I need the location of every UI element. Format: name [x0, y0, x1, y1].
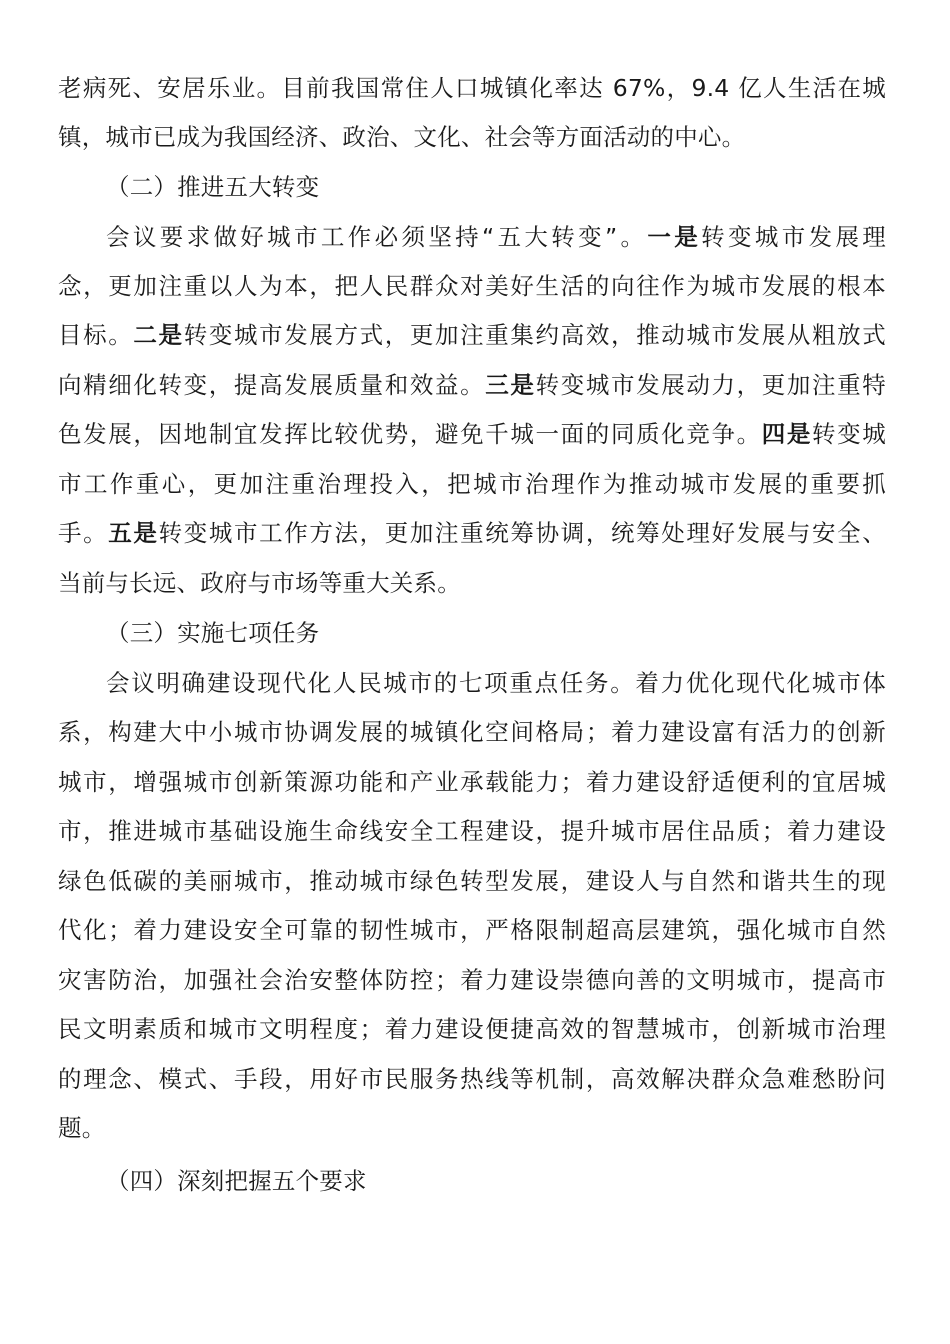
bold-marker-2: 二是: [133, 321, 184, 349]
paragraph-1-line-2: 镇，城市已成为我国经济、政治、文化、社会等方面活动的中心。: [58, 123, 746, 151]
bold-marker-3: 三是: [485, 371, 536, 399]
bold-marker-4: 四是: [761, 420, 813, 448]
text-span: 转变城市发展方式，更加注重集约高效，推动城市发展从粗放式: [183, 321, 886, 349]
text-span: 转变城市发展动力，更加注重特: [535, 371, 886, 399]
paragraph-2-line-7: [58, 513, 886, 553]
bold-marker-1: 一是: [647, 223, 702, 251]
paragraph-3-line-5: 绿色低碳的美丽城市，推动城市绿色转型发展，建设人与自然和谐共生的现: [58, 867, 886, 895]
section-heading-4: （四）深刻把握五个要求: [106, 1167, 367, 1195]
paragraph-3-line-4: 市，推进城市基础设施生命线安全工程建设，提升城市居住品质；着力建设: [58, 817, 886, 845]
paragraph-2-line-1: [106, 217, 886, 257]
text-span: 转变城: [812, 420, 886, 448]
paragraph-1-line-1: 老病死、安居乐业。目前我国常住人口城镇化率达 67%，9.4 亿人生活在城: [58, 74, 886, 102]
paragraph-2-line-6: 市工作重心，更加注重治理投入，把城市治理作为推动城市发展的重要抓: [58, 470, 886, 498]
paragraph-3-line-3: 城市，增强城市创新策源功能和产业承载能力；着力建设舒适便利的宜居城: [58, 768, 886, 796]
text-span: 转变城市发展理: [701, 223, 886, 251]
text-span: 转变城市工作方法，更加注重统筹协调，统筹处理好发展与安全、: [158, 519, 887, 547]
paragraph-3-line-9: 的理念、模式、手段，用好市民服务热线等机制，高效解决群众急难愁盼问: [58, 1065, 886, 1093]
paragraph-2-line-4: [58, 365, 886, 405]
text-span: 色发展，因地制宜发挥比较优势，避免千城一面的同质化竞争。: [58, 420, 762, 448]
text-span: 向精细化转变，提高发展质量和效益。: [58, 371, 486, 399]
paragraph-2-line-5: [58, 414, 886, 454]
paragraph-2-line-2: 念，更加注重以人为本，把人民群众对美好生活的向往作为城市发展的根本: [58, 272, 886, 300]
section-heading-3: （三）实施七项任务: [106, 619, 320, 647]
paragraph-2-line-3: [58, 315, 886, 355]
paragraph-3-line-2: 系，构建大中小城市协调发展的城镇化空间格局；着力建设富有活力的创新: [58, 718, 886, 746]
paragraph-3-line-1: 会议明确建设现代化人民城市的七项重点任务。着力优化现代化城市体: [106, 669, 886, 697]
paragraph-3-line-10: 题。: [58, 1114, 106, 1142]
paragraph-3-line-6: 代化；着力建设安全可靠的韧性城市，严格限制超高层建筑，强化城市自然: [58, 916, 886, 944]
paragraph-2-line-8: 当前与长远、政府与市场等重大关系。: [58, 569, 461, 597]
paragraph-3-line-7: 灾害防治，加强社会治安整体防控；着力建设崇德向善的文明城市，提高市: [58, 966, 886, 994]
section-heading-2: （二）推进五大转变: [106, 173, 320, 201]
bold-marker-5: 五是: [108, 519, 159, 547]
text-span: 手。: [58, 519, 109, 547]
text-span: 目标。: [58, 321, 134, 349]
paragraph-3-line-8: 民文明素质和城市文明程度；着力建设便捷高效的智慧城市，创新城市治理: [58, 1015, 886, 1043]
text-span: 会议要求做好城市工作必须坚持“五大转变”。: [106, 223, 648, 251]
